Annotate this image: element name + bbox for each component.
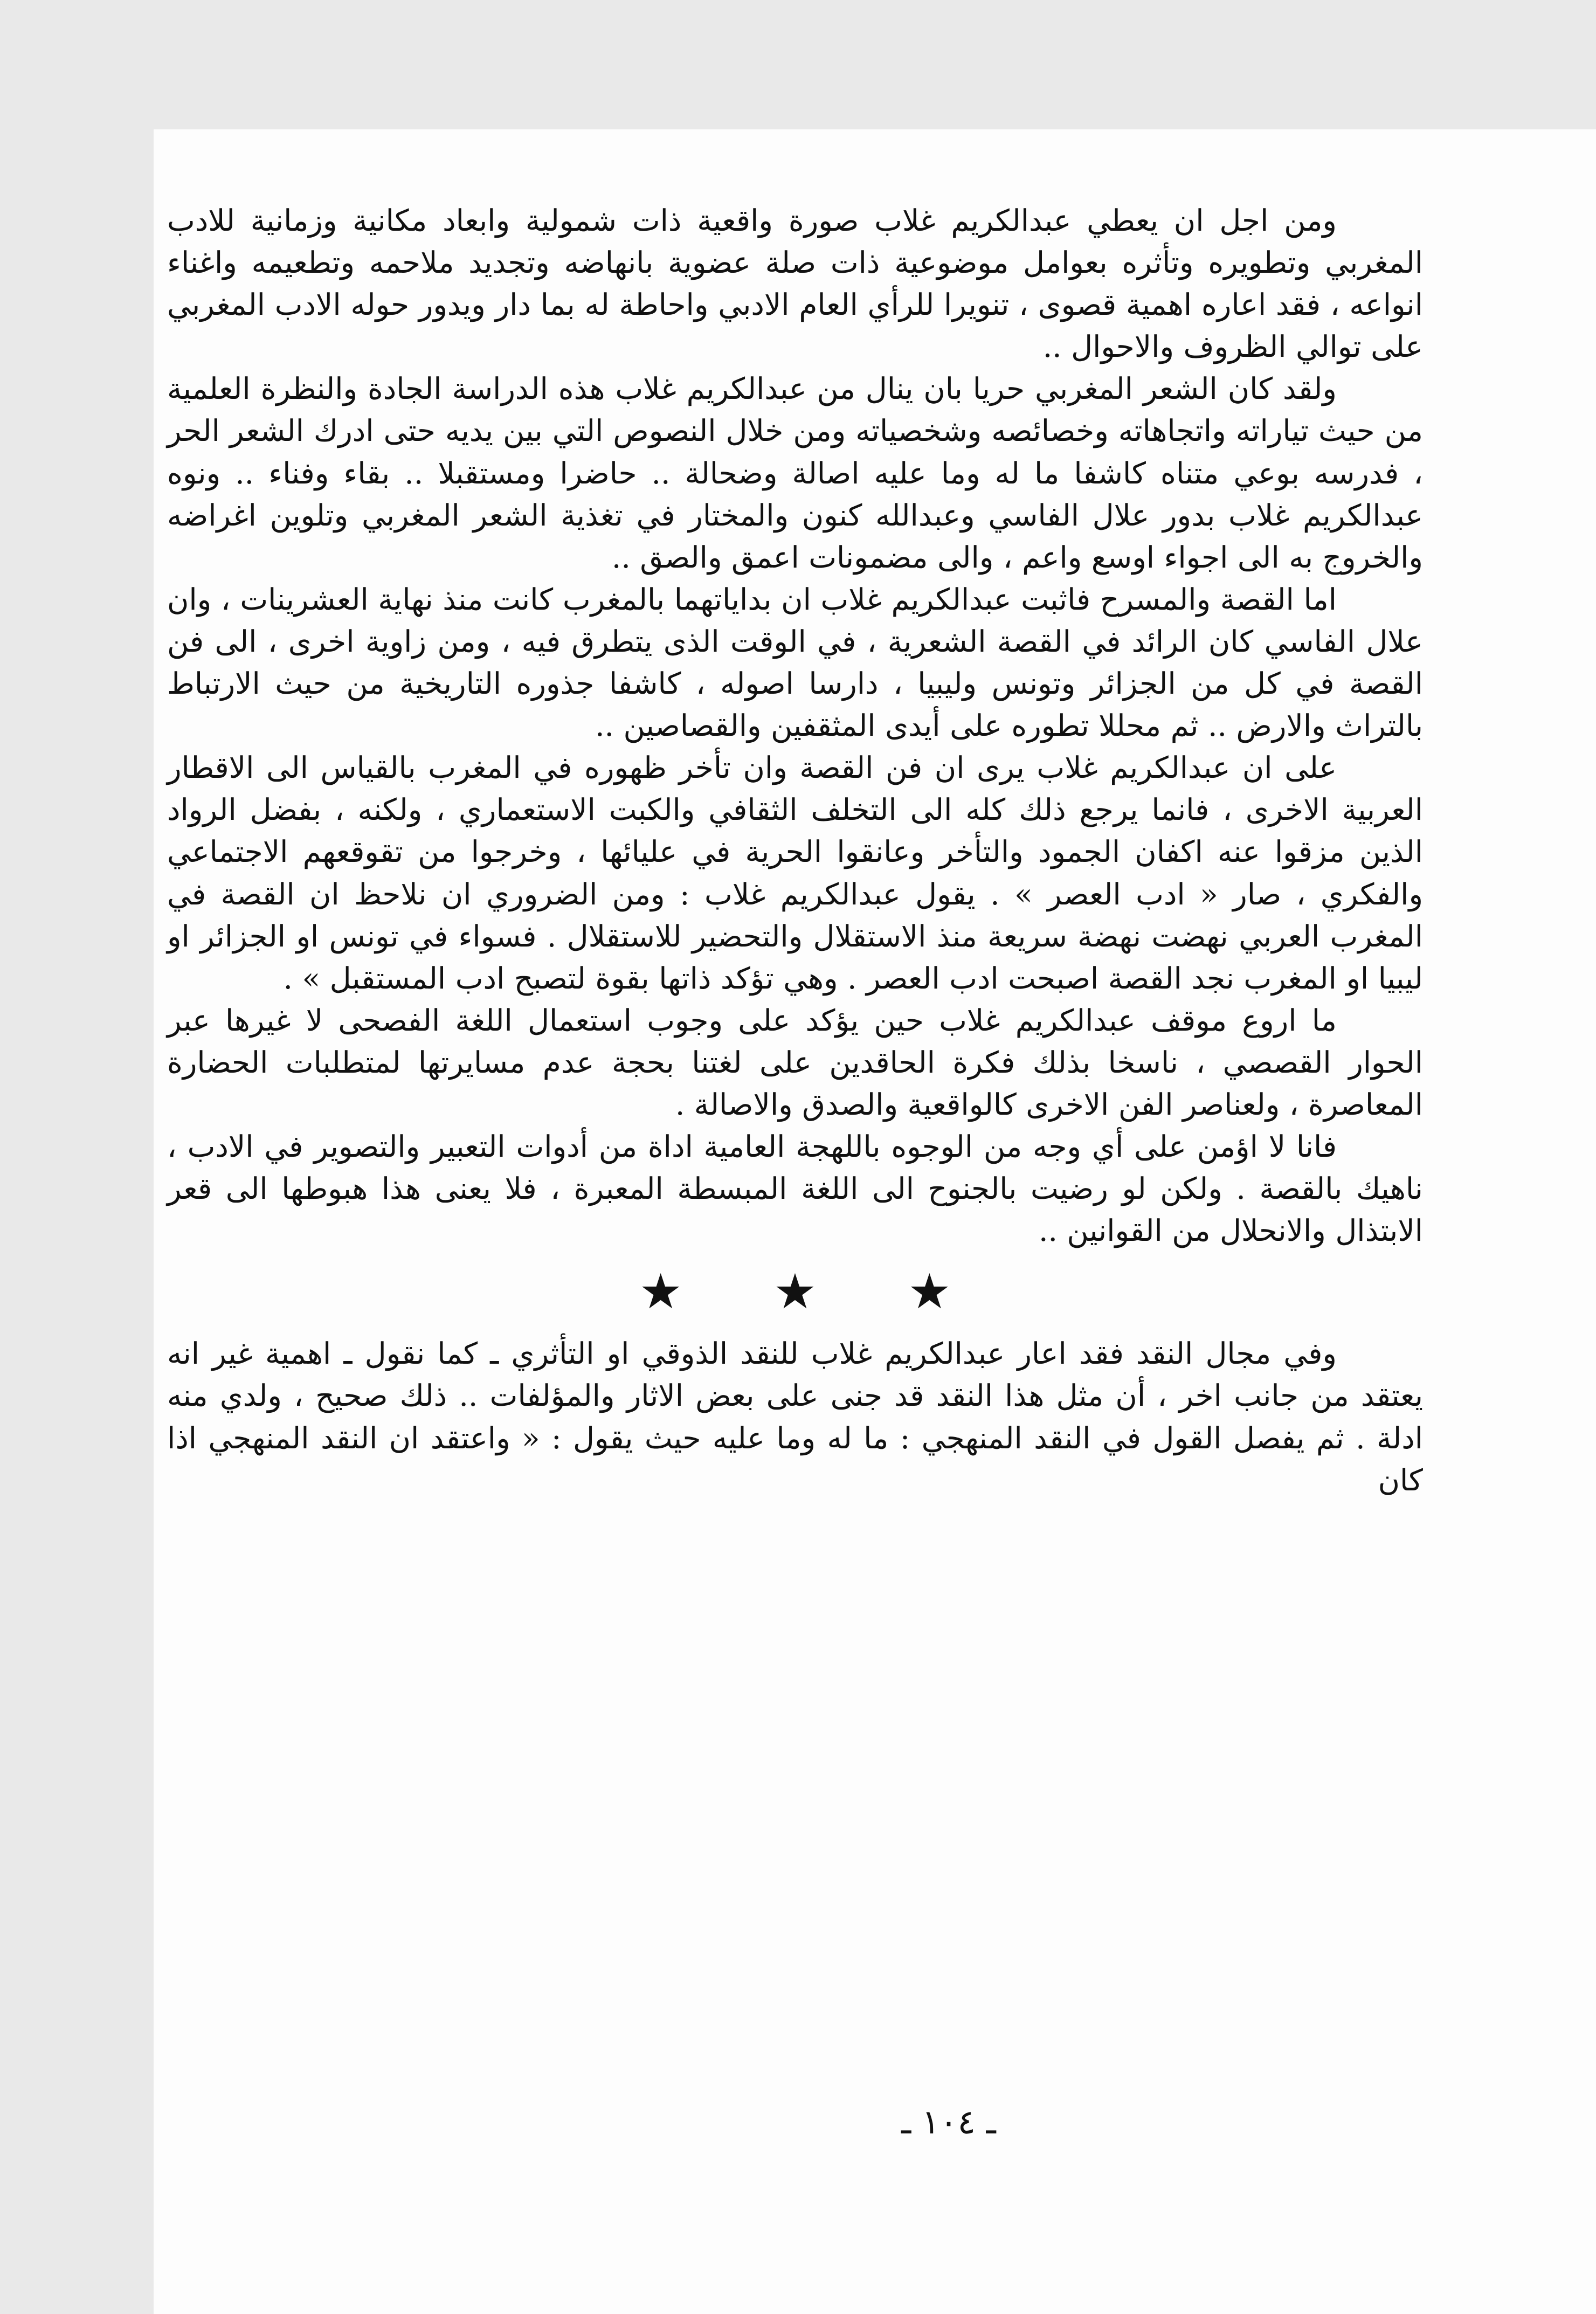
paragraph: ما اروع موقف عبدالكريم غلاب حين يؤكد على وجوب استعمال اللغة الفصحى لا غيرها عبر الحوار القصصي ، ناسخا بذلك فكرة الحاقدين على لغتنا بحجة عدم مسايرتها لمتطلبات الحضارة المعاصرة ، ولعناصر الفن الاخرى كالواقعية والصدق والاصالة .: [167, 1003, 1423, 1122]
paragraph: ومن اجل ان يعطي عبدالكريم غلاب صورة واقعية ذات شمولية وابعاد مكانية وزمانية للادب المغربي وتطويره وتأثره بعوامل موضوعية ذات صلة عضوية بانهاضه وتجديد ملاحمه وتطعيمه واغناء انواعه ، فقد اعاره اهمية قصوى ، تنويرا للرأي العام الادبي واحاطة له بما دار ويدور حوله الادب المغربي على توالي الظروف والاحوال ..: [167, 203, 1423, 364]
page-body-text: [167, 199, 1423, 1501]
paragraph: فانا لا اؤمن على أي وجه من الوجوه باللهجة العامية اداة من أدوات التعبير والتصوير في الادب ، ناهيك بالقصة . ولكن لو رضيت بالجنوح الى اللغة المبسطة المعبرة ، فلا يعنى هذا هبوطها الى قعر الابتذال والانحلال من القوانين ..: [167, 1129, 1423, 1248]
paragraph: ولقد كان الشعر المغربي حريا بان ينال من عبدالكريم غلاب هذه الدراسة الجادة والنظرة العلمية من حيث تياراته واتجاهاته وخصائصه وشخصياته ومن خلال النصوص التي بين يديه حتى ادرك الشعر الحر ، فدرسه بوعي متناه كاشفا ما له وما عليه اصالة وضحالة .. حاضرا ومستقبلا .. بقاء وفناء .. ونوه عبدالكريم غلاب بدور علال الفاسي وعبدالله كنون والمختار في تغذية الشعر المغربي وتلوين اغراضه والخروج به الى اجواء اوسع واعم ، والى مضمونات اعمق والصق ..: [167, 371, 1423, 575]
section-separator-stars: ★ ★ ★: [639, 1263, 989, 1321]
paragraph: وفي مجال النقد فقد اعار عبدالكريم غلاب للنقد الذوقي او التأثري ـ كما نقول ـ اهمية غير انه يعتقد من جانب اخر ، أن مثل هذا النقد قد جنى على بعض الاثار والمؤلفات .. ذلك صحيح ، ولدي منه ادلة . ثم يفصل القول في النقد المنهجي : ما له وما عليه حيث يقول : « واعتقد ان النقد المنهجي اذا كان: [167, 1336, 1423, 1497]
page-number: ـ ١٠٤ ـ: [901, 2102, 996, 2142]
paragraph: على ان عبدالكريم غلاب يرى ان فن القصة وان تأخر ظهوره في المغرب بالقياس الى الاقطار العربية الاخرى ، فانما يرجع ذلك كله الى التخلف الثقافي والكبت الاستعماري ، ولكنه ، بفضل الرواد الذين مزقوا عنه اكفان الجمود والتأخر وعانقوا الحرية في عليائها ، وخرجوا من تقوقعهم الاجتماعي والفكري ، صار « ادب العصر » . يقول عبدالكريم غلاب : ومن الضروري ان نلاحظ ان القصة في المغرب العربي نهضت نهضة سريعة منذ الاستقلال والتحضير للاستقلال . فسواء في تونس او الجزائر او ليبيا او المغرب نجد القصة اصبحت ادب العصر . وهي تؤكد ذاتها بقوة لتصبح ادب المستقبل » .: [167, 750, 1423, 996]
paragraph: اما القصة والمسرح فاثبت عبدالكريم غلاب ان بداياتهما بالمغرب كانت منذ نهاية العشرينات ، وان علال الفاسي كان الرائد في القصة الشعرية ، في الوقت الذى يتطرق فيه ، ومن زاوية اخرى ، الى فن القصة في كل من الجزائر وتونس وليبيا ، دارسا اصوله ، كاشفا جذوره التاريخية من حيث الارتباط بالتراث والارض .. ثم محللا تطوره على أيدى المثقفين والقصاصين ..: [167, 582, 1423, 743]
